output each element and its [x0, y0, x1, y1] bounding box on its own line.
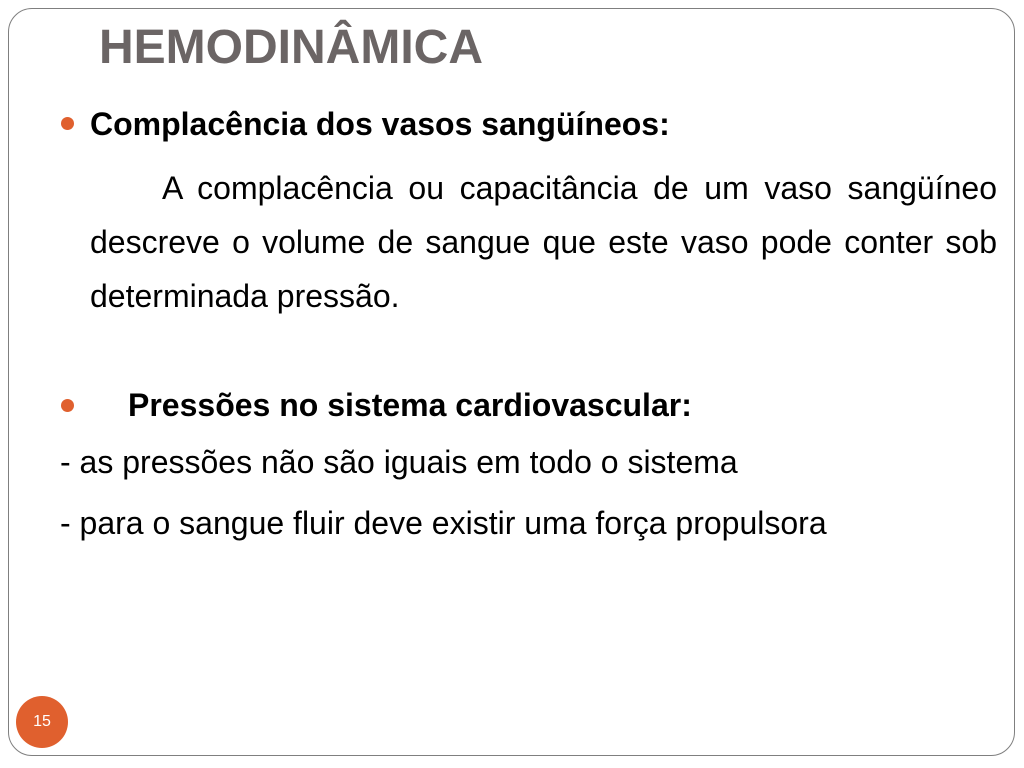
section1-paragraph [90, 161, 997, 323]
bullet-dot-icon [61, 399, 74, 412]
section2-heading: Pressões no sistema cardiovascular: [128, 387, 692, 423]
section2-line: - para o sangue fluir deve existir uma força propulsora [60, 505, 827, 541]
section2-line: - as pressões não são iguais em todo o sistema [60, 444, 738, 480]
section1-paragraph-text: A complacência ou capacitância de um vaso sangüíneo descreve o volume de sangue que este vaso pode conter sob determinada pressão. [90, 170, 997, 314]
bullet-dot-icon [61, 117, 74, 130]
page-number-badge: 15 [16, 696, 68, 748]
section1-heading: Complacência dos vasos sangüíneos: [90, 106, 670, 142]
slide-title: HEMODINÂMICA [99, 21, 483, 74]
